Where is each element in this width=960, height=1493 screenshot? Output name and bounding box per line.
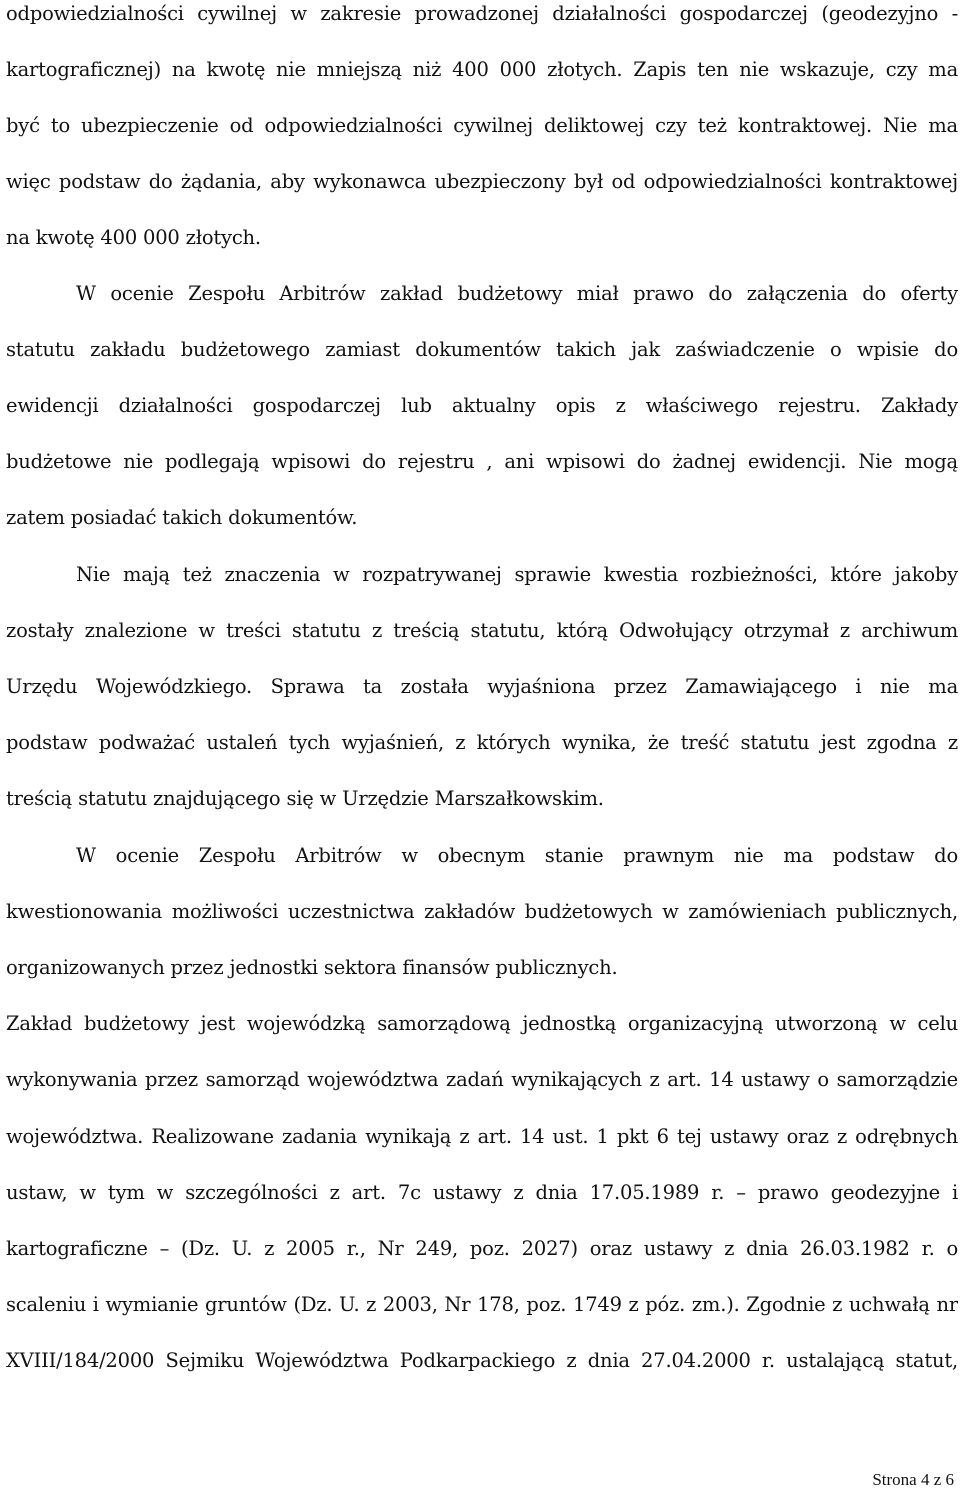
paragraph-first-line: W ocenie Zespołu Arbitrów zakład budżetowy miał prawo do załączenia do oferty (76, 282, 958, 305)
paragraph-first-line: Zakład budżetowy jest wojewódzką samorządową jednostką organizacyjną utworzoną w celu (6, 1012, 958, 1035)
paragraph-first-line: Nie mają też znaczenia w rozpatrywanej sprawie kwestia rozbieżności, które jakoby (76, 563, 958, 586)
text-line: wykonywania przez samorząd województwa zadań wynikających z art. 14 ustawy o samorządzie (6, 1068, 958, 1091)
text-line: kwestionowania możliwości uczestnictwa zakładów budżetowych w zamówieniach publicznych, (6, 900, 958, 923)
text-line: zostały znalezione w treści statutu z treścią statutu, którą Odwołujący otrzymał z archiwum (6, 619, 958, 642)
page-number: Strona 4 z 6 (872, 1470, 954, 1489)
text-line: organizowanych przez jednostki sektora finansów publicznych. (6, 956, 618, 979)
text-line: być to ubezpieczenie od odpowiedzialności cywilnej deliktowej czy też kontraktowej. Nie ma (6, 114, 958, 137)
text-line: kartograficzne – (Dz. U. z 2005 r., Nr 249, poz. 2027) oraz ustawy z dnia 26.03.1982 r. o (6, 1237, 958, 1260)
text-line: województwa. Realizowane zadania wynikają z art. 14 ust. 1 pkt 6 tej ustawy oraz z odrębnych (6, 1125, 958, 1148)
text-line: scaleniu i wymianie gruntów (Dz. U. z 2003, Nr 178, poz. 1749 z póz. zm.). Zgodnie z uchwałą nr (6, 1293, 958, 1316)
text-line: Urzędu Wojewódzkiego. Sprawa ta została wyjaśniona przez Zamawiającego i nie ma (6, 675, 958, 698)
text-line: statutu zakładu budżetowego zamiast dokumentów takich jak zaświadczenie o wpisie do (6, 338, 958, 361)
text-line: budżetowe nie podlegają wpisowi do rejestru , ani wpisowi do żadnej ewidencji. Nie mogą (6, 450, 958, 473)
text-line: ewidencji działalności gospodarczej lub aktualny opis z właściwego rejestru. Zakłady (6, 394, 958, 417)
text-line: zatem posiadać takich dokumentów. (6, 506, 358, 529)
text-line: podstaw podważać ustaleń tych wyjaśnień, z których wynika, że treść statutu jest zgodna z (6, 731, 958, 754)
text-line: kartograficznej) na kwotę nie mniejszą niż 400 000 złotych. Zapis ten nie wskazuje, czy ma (6, 58, 958, 81)
text-line: odpowiedzialności cywilnej w zakresie prowadzonej działalności gospodarczej (geodezyjno - (6, 2, 958, 25)
text-line: na kwotę 400 000 złotych. (6, 226, 261, 249)
text-line: więc podstaw do żądania, aby wykonawca ubezpieczony był od odpowiedzialności kontraktowej (6, 170, 958, 193)
text-line: ustaw, w tym w szczególności z art. 7c ustawy z dnia 17.05.1989 r. – prawo geodezyjne i (6, 1181, 958, 1204)
paragraph-first-line: W ocenie Zespołu Arbitrów w obecnym stanie prawnym nie ma podstaw do (76, 844, 958, 867)
text-line: XVIII/184/2000 Sejmiku Województwa Podkarpackiego z dnia 27.04.2000 r. ustalającą statut, (6, 1349, 958, 1372)
text-line: treścią statutu znajdującego się w Urzędzie Marszałkowskim. (6, 787, 604, 810)
